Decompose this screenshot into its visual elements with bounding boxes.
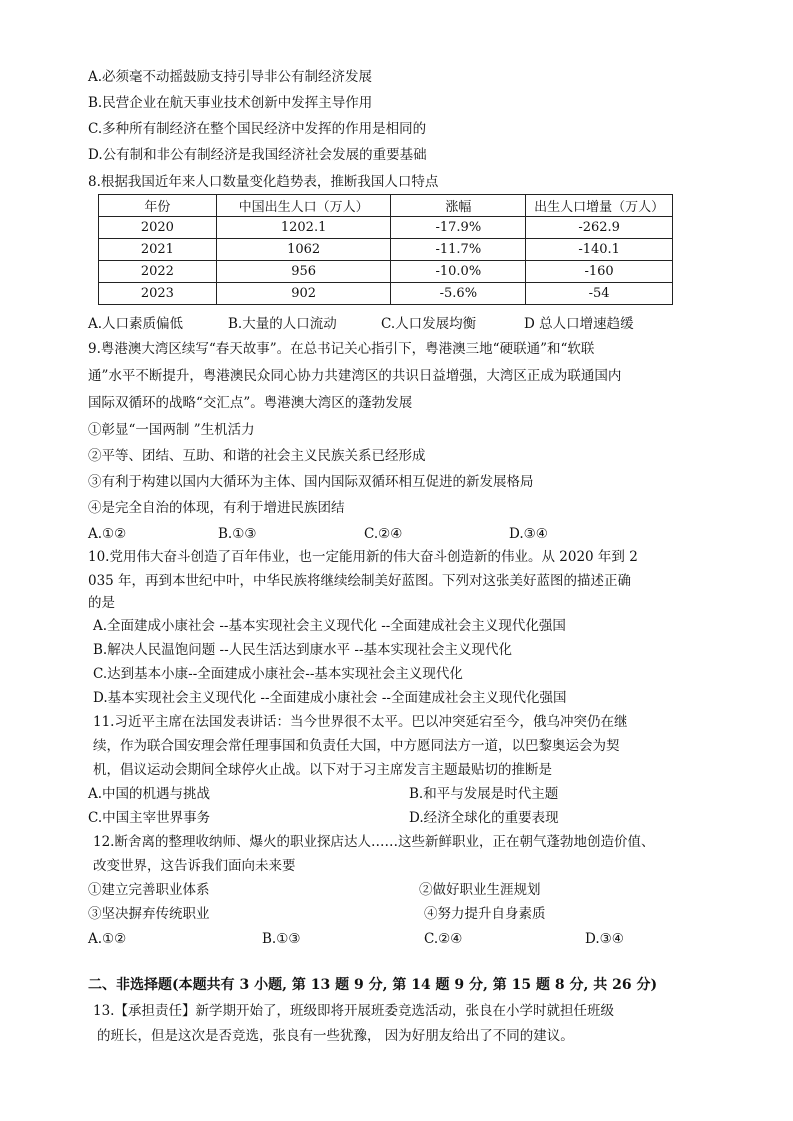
q12-stem-line: 改变世界，这告诉我们面向未来要 xyxy=(93,858,296,874)
table-header: 涨幅 xyxy=(391,195,526,217)
table-cell: 2021 xyxy=(99,239,217,261)
table-row xyxy=(99,261,673,283)
q9-stem-line: 国际双循环的战略“交汇点”。粤港澳大湾区的蓬勃发展 xyxy=(88,395,413,411)
population-table xyxy=(98,194,673,305)
q7-option-a: A.必须毫不动摇鼓励支持引导非公有制经济发展 xyxy=(88,69,373,85)
q11-option-b: B.和平与发展是时代主题 xyxy=(409,786,559,802)
q12-statement-2: ②做好职业生涯规划 xyxy=(419,882,541,898)
table-cell: -17.9% xyxy=(391,217,526,239)
table-cell: 902 xyxy=(216,283,391,305)
q9-option-a: A.①② xyxy=(88,526,127,542)
q10-option-d: D.基本实现社会主义现代化 --全面建成小康社会 --全面建成社会主义现代化强国 xyxy=(93,690,567,706)
q11-option-d: D.经济全球化的重要表现 xyxy=(409,810,559,826)
q9-stem-line: 通”水平不断提升，粤港澳民众同心协力共建湾区的共识日益增强，大湾区正成为联通国内 xyxy=(88,368,622,384)
q10-option-a: A.全面建成小康社会 --基本实现社会主义现代化 --全面建成社会主义现代化强国 xyxy=(93,618,566,634)
q11-stem-line: 机，倡议运动会期间全球停火止战。以下对于习主席发言主题最贴切的推断是 xyxy=(93,762,552,778)
q9-option-b: B.①③ xyxy=(218,526,257,542)
table-cell: -54 xyxy=(526,283,673,305)
q11-stem-line: 11.习近平主席在法国发表讲话：当今世界很不太平。巴以冲突延宕至今，俄乌冲突仍在继 xyxy=(93,714,628,730)
table-cell: -160 xyxy=(526,261,673,283)
q10-option-c: C.达到基本小康--全面建成小康社会--基本实现社会主义现代化 xyxy=(93,666,463,682)
table-cell: 1062 xyxy=(216,239,391,261)
q13-stem-line: 的班长，但是这次是否竞选，张良有一些犹豫， 因为好朋友给出了不同的建议。 xyxy=(97,1028,574,1044)
table-cell: 2022 xyxy=(99,261,217,283)
q13-stem-line: 13.【承担责任】新学期开始了，班级即将开展班委竞选活动，张良在小学时就担任班级 xyxy=(93,1003,614,1019)
table-cell: 2023 xyxy=(99,283,217,305)
q7-option-d: D.公有制和非公有制经济是我国经济社会发展的重要基础 xyxy=(88,147,427,163)
q11-option-c: C.中国主宰世界事务 xyxy=(88,810,211,826)
q10-option-b: B.解决人民温饱问题 --人民生活达到康水平 --基本实现社会主义现代化 xyxy=(93,642,513,658)
q10-stem-line: 的是 xyxy=(88,595,115,611)
q9-statement-4: ④是完全自治的体现，有利于增进民族团结 xyxy=(88,500,345,516)
table-header-row xyxy=(99,195,673,217)
table-cell: 1202.1 xyxy=(216,217,391,239)
q7-option-b: B.民营企业在航天事业技术创新中发挥主导作用 xyxy=(88,95,373,111)
table-cell: -140.1 xyxy=(526,239,673,261)
q9-stem-line: 9.粤港澳大湾区续写“春天故事”。在总书记关心指引下，粤港澳三地“硬联通”和“软联 xyxy=(88,341,595,357)
q8-option-a: A.人口素质偏低 xyxy=(88,316,184,332)
section-2-title: 二、非选择题(本题共有 3 小题, 第 13 题 9 分, 第 14 题 9 分, 第 15 题 8 分, 共 26 分) xyxy=(88,977,658,993)
table-header: 中国出生人口（万人） xyxy=(216,195,391,217)
q8-option-d: D 总人口增速趋缓 xyxy=(524,316,634,332)
table-header: 年份 xyxy=(99,195,217,217)
q12-stem-line: 12.断舍离的整理收纳师、爆火的职业探店达人……这些新鲜职业，正在朝气蓬勃地创造价值、 xyxy=(93,834,655,850)
q8-option-b: B.大量的人口流动 xyxy=(228,316,337,332)
q12-option-c: C.②④ xyxy=(424,931,463,947)
table-cell: 956 xyxy=(216,261,391,283)
q8-stem: 8.根据我国近年来人口数量变化趋势表，推断我国人口特点 xyxy=(88,174,439,190)
q12-statement-3: ③坚决摒弃传统职业 xyxy=(88,906,210,922)
q7-option-c: C.多种所有制经济在整个国民经济中发挥的作用是相同的 xyxy=(88,121,427,137)
table-cell: -11.7% xyxy=(391,239,526,261)
q12-option-b: B.①③ xyxy=(262,931,301,947)
q8-option-c: C.人口发展均衡 xyxy=(381,316,477,332)
q12-statement-4: ④努力提升自身素质 xyxy=(424,906,546,922)
q9-statement-3: ③有利于构建以国内大循环为主体、国内国际双循环相互促进的新发展格局 xyxy=(88,474,534,490)
q9-option-c: C.②④ xyxy=(364,526,403,542)
q12-option-a: A.①② xyxy=(88,931,127,947)
table-cell: -10.0% xyxy=(391,261,526,283)
table-row xyxy=(99,283,673,305)
table-header: 出生人口增量（万人） xyxy=(526,195,673,217)
table-cell: 2020 xyxy=(99,217,217,239)
q10-stem-line: 10.党用伟大奋斗创造了百年伟业，也一定能用新的伟大奋斗创造新的伟业。从 2020 年到 2 xyxy=(88,549,638,565)
q12-statement-1: ①建立完善职业体系 xyxy=(88,882,210,898)
table-cell: -5.6% xyxy=(391,283,526,305)
q9-statement-1: ①彰显“一国两制 ”生机活力 xyxy=(88,422,255,438)
table-row xyxy=(99,217,673,239)
table-row xyxy=(99,239,673,261)
q12-option-d: D.③④ xyxy=(585,931,624,947)
q11-option-a: A.中国的机遇与挑战 xyxy=(88,786,211,802)
q9-option-d: D.③④ xyxy=(509,526,548,542)
table-cell: -262.9 xyxy=(526,217,673,239)
q10-stem-line: 035 年，再到本世纪中叶，中华民族将继续绘制美好蓝图。下列对这张美好蓝图的描述正确 xyxy=(88,573,632,589)
q9-statement-2: ②平等、团结、互助、和谐的社会主义民族关系已经形成 xyxy=(88,448,426,464)
q11-stem-line: 续，作为联合国安理会常任理事国和负责任大国，中方愿同法方一道，以巴黎奥运会为契 xyxy=(93,738,620,754)
